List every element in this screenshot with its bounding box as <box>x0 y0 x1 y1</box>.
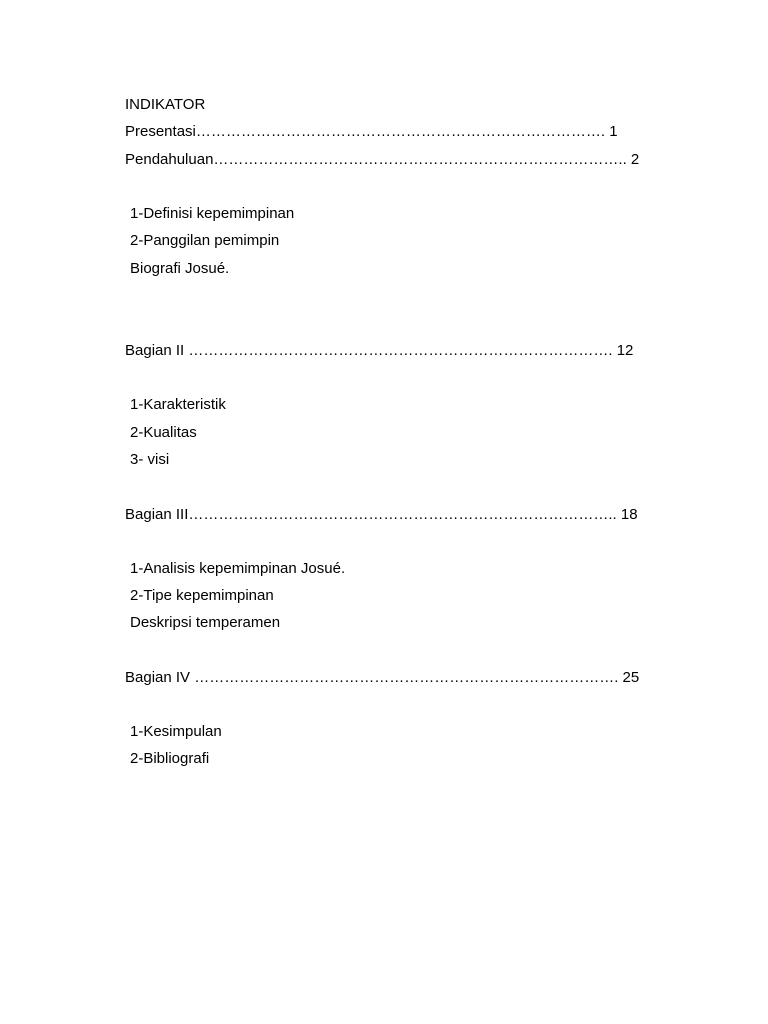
toc-subentry: 3- visi <box>130 451 170 468</box>
toc-subentry: 1-Karakteristik <box>130 396 226 413</box>
toc-subentry: 2-Tipe kepemimpinan <box>130 587 274 604</box>
toc-subentry: 1-Kesimpulan <box>130 723 222 740</box>
toc-subentry: 2-Bibliografi <box>130 750 210 767</box>
toc-entry-bagian-3: Bagian III………………………………………………………………………….. 18 <box>125 506 638 523</box>
toc-entry-bagian-2: Bagian II …………………………………………………………………………. 12 <box>125 342 634 359</box>
toc-subentry: 2-Panggilan pemimpin <box>130 232 280 249</box>
toc-entry-bagian-4: Bagian IV …………………………………………………………………………. 25 <box>125 669 640 686</box>
toc-subentry: 1-Analisis kepemimpinan Josué. <box>130 560 346 577</box>
toc-subentry: Deskripsi temperamen <box>130 614 281 631</box>
toc-entry-presentasi: Presentasi………………………………………………………………………. 1 <box>125 123 618 140</box>
toc-heading: INDIKATOR <box>125 96 206 113</box>
toc-entry-pendahuluan: Pendahuluan……………………………………………………………………….. 2 <box>125 151 640 168</box>
toc-subentry: 2-Kualitas <box>130 424 197 441</box>
toc-subentry: Biografi Josué. <box>130 260 230 277</box>
toc-subentry: 1-Definisi kepemimpinan <box>130 205 295 222</box>
